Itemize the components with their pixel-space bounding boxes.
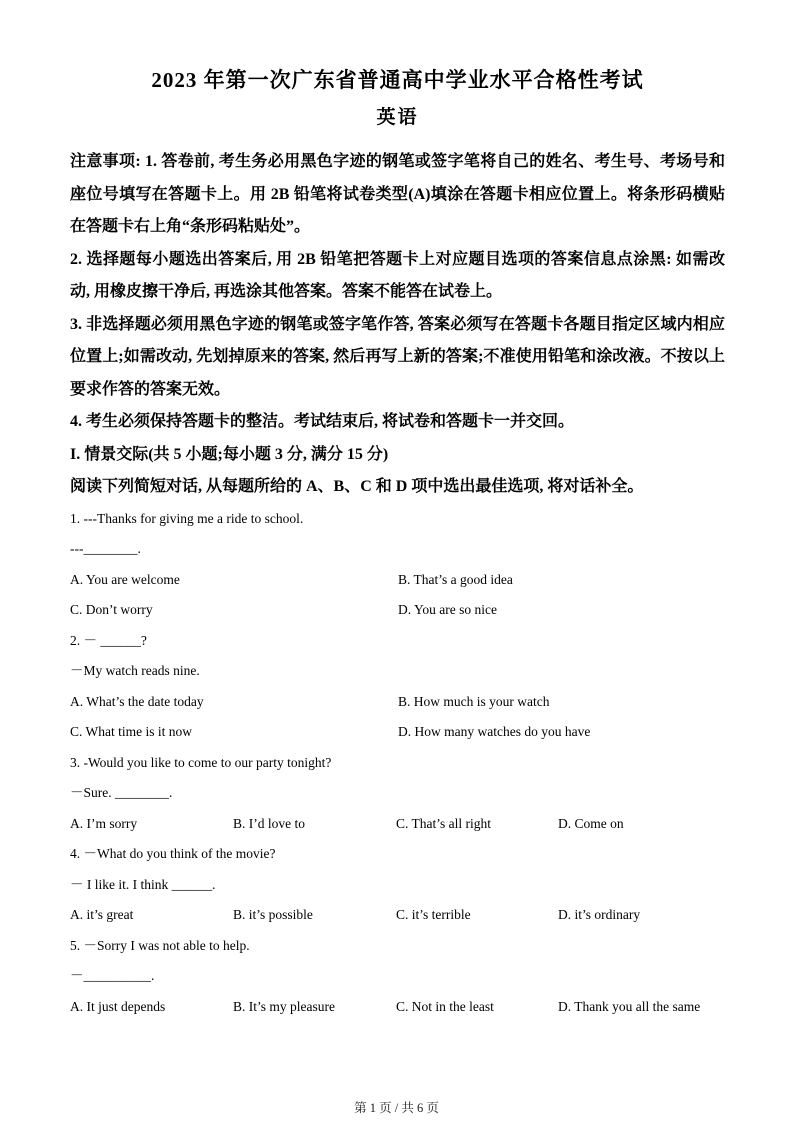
option-b: B. I’d love to bbox=[233, 815, 305, 831]
option-a: A. I’m sorry bbox=[70, 815, 138, 831]
option-b: B. It’s my pleasure bbox=[233, 998, 335, 1014]
question-options bbox=[70, 565, 725, 626]
question-3 bbox=[70, 748, 725, 840]
question-5 bbox=[70, 931, 725, 1023]
notice-item-2: 2. 选择题每小题选出答案后, 用 2B 铅笔把答题卡上对应题目选项的答案信息点涂黑: 如需改动, 用橡皮擦干净后, 再选涂其他答案。答案不能答在试卷上。 bbox=[70, 250, 725, 300]
question-stem: 3. -Would you like to come to our party tonight? bbox=[70, 754, 332, 770]
question-response: ---________. bbox=[70, 541, 141, 556]
section-instructions: 阅读下列简短对话, 从每题所给的 A、B、C 和 D 项中选出最佳选项, 将对话补全。 bbox=[70, 478, 644, 495]
question-response: －Sure. ________. bbox=[70, 785, 173, 800]
question-response: －__________. bbox=[70, 968, 155, 983]
page-number-footer: 第 1 页 / 共 6 页 bbox=[354, 1101, 439, 1115]
notice-item-1: 注意事项: 1. 答卷前, 考生务必用黑色字迹的钢笔或签字笔将自己的姓名、考生号、考场号和座位号填写在答题卡上。用 2B 铅笔将试卷类型(A)填涂在答题卡相应位置上。将条形码横贴在答题卡右上角“条形码粘贴处”。 bbox=[70, 153, 725, 235]
exam-notices bbox=[70, 146, 725, 439]
question-options bbox=[70, 992, 725, 1023]
question-list bbox=[70, 504, 725, 1023]
option-c: C. Not in the least bbox=[396, 998, 494, 1014]
exam-title: 2023 年第一次广东省普通高中学业水平合格性考试 bbox=[151, 68, 644, 92]
option-b: B. How much is your watch bbox=[398, 693, 550, 709]
question-stem: 5. －Sorry I was not able to help. bbox=[70, 937, 250, 953]
question-response: － I like it. I think ______. bbox=[70, 876, 216, 892]
notice-item-4: 4. 考生必须保持答题卡的整洁。考试结束后, 将试卷和答题卡一并交回。 bbox=[70, 413, 575, 430]
option-b: B. it’s possible bbox=[233, 907, 313, 922]
section-heading: I. 情景交际(共 5 小题;每小题 3 分, 满分 15 分) bbox=[70, 445, 389, 463]
option-d: D. it’s ordinary bbox=[558, 907, 641, 922]
question-response: －My watch reads nine. bbox=[70, 663, 200, 678]
question-stem: 4. －What do you think of the movie? bbox=[70, 846, 276, 861]
option-a: A. it’s great bbox=[70, 907, 134, 922]
option-c: C. Don’t worry bbox=[70, 602, 153, 617]
option-c: C. What time is it now bbox=[70, 724, 192, 739]
option-c: C. it’s terrible bbox=[396, 907, 471, 922]
notice-item-3: 3. 非选择题必须用黑色字迹的钢笔或签字笔作答, 答案必须写在答题卡各题目指定区域内相应位置上;如需改动, 先划掉原来的答案, 然后再写上新的答案;不准使用铅笔和涂改液。不按以上要求作答的答案无效。 bbox=[70, 315, 725, 398]
option-d: D. You are so nice bbox=[398, 602, 497, 617]
option-d: D. How many watches do you have bbox=[398, 724, 591, 739]
question-stem: 2. － ______? bbox=[70, 632, 147, 648]
option-a: A. You are welcome bbox=[70, 571, 180, 587]
option-d: D. Thank you all the same bbox=[558, 998, 701, 1014]
option-d: D. Come on bbox=[558, 815, 624, 831]
option-a: A. What’s the date today bbox=[70, 693, 204, 709]
exam-subject: 英语 bbox=[376, 107, 419, 128]
question-options bbox=[70, 687, 725, 748]
question-1 bbox=[70, 504, 725, 626]
question-2 bbox=[70, 626, 725, 748]
question-4 bbox=[70, 839, 725, 931]
question-options bbox=[70, 809, 725, 840]
option-a: A. It just depends bbox=[70, 998, 166, 1014]
option-b: B. That’s a good idea bbox=[398, 571, 513, 587]
question-options bbox=[70, 900, 725, 931]
option-c: C. That’s all right bbox=[396, 815, 491, 831]
question-stem: 1. ---Thanks for giving me a ride to school. bbox=[70, 510, 304, 526]
